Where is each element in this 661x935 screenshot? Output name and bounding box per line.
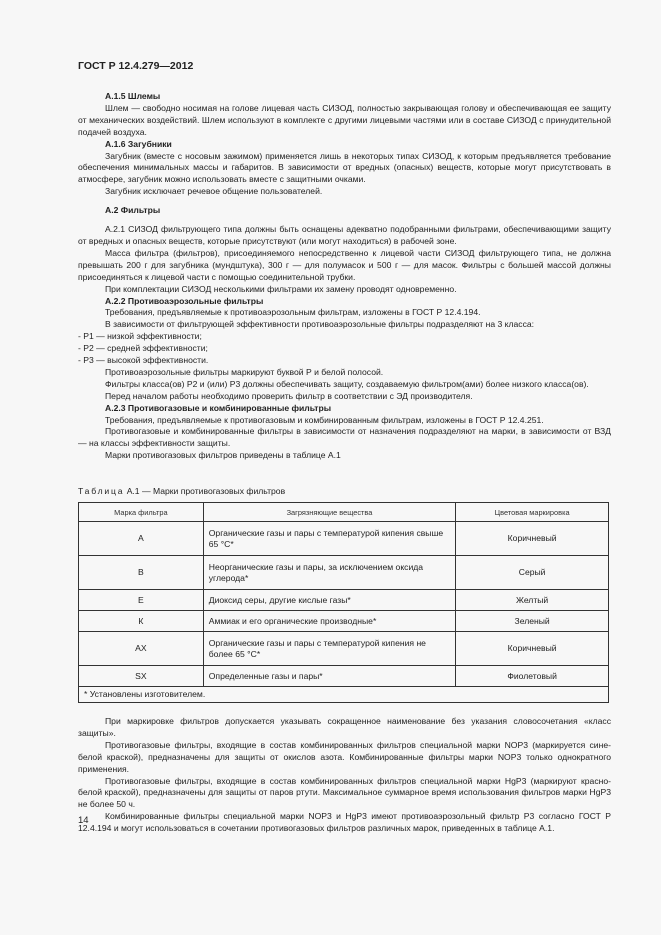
- main-text: [78, 91, 611, 462]
- contaminant-cell: Органические газы и пары с температурой кипения не более 65 °C*: [203, 632, 455, 666]
- table-row: [79, 590, 609, 611]
- table-caption: [78, 486, 285, 496]
- paragraph: А.2.1 СИЗОД фильтрующего типа должны быть оснащены адекватно подобранными фильтрами, обеспечивающими защиту от вредных и опасных веществ, которые присутствуют (или могут находиться) в рабочей зоне.: [78, 224, 611, 246]
- color-cell: Серый: [456, 556, 609, 590]
- contaminant-cell: Неорганические газы и пары, за исключением оксида углерода*: [203, 556, 455, 590]
- table-header-row: [79, 503, 609, 522]
- contaminant-cell: Определенные газы и пары*: [203, 666, 455, 687]
- color-cell: Коричневый: [456, 522, 609, 556]
- page-number: 14: [78, 815, 89, 826]
- filter-mark-cell: А: [79, 522, 204, 556]
- post-table-text: [78, 716, 611, 835]
- color-cell: Фиолетовый: [456, 666, 609, 687]
- color-cell: Желтый: [456, 590, 609, 611]
- table-footnote: * Установлены изготовителем.: [79, 687, 609, 703]
- list-item: - Р3 — высокой эффективности.: [78, 355, 209, 366]
- paragraph: Противогазовые фильтры, входящие в состав комбинированных фильтров специальной марки HgP3 (маркируют красно-белой краской), предназначены для защиты от паров ртути. Максимальное суммарное время использования фильтров марки HgP3 не более 50 ч.: [78, 775, 611, 810]
- paragraph: При комплектации СИЗОД несколькими фильтрами их замену проводят одновременно.: [105, 283, 457, 294]
- paragraph: Загубник (вместе с носовым зажимом) применяется лишь в некоторых типах СИЗОД, к которым предъявляется требование обеспечения минимальных массы и габаритов. В зависимости от вредных (опасных) веществ, которые могут присутствовать в атмосфере, загубник можно использовать вместе с защитными очками.: [78, 150, 611, 185]
- paragraph: Шлем — свободно носимая на голове лицевая часть СИЗОД, полностью закрывающая голову и обеспечивающая ее защиту от механических воздействий. Шлем используют в комплекте с другими лицевыми частями или в составе СИЗОД с принудительной подачей воздуха.: [78, 102, 611, 137]
- paragraph: Марки противогазовых фильтров приведены в таблице А.1: [105, 450, 341, 461]
- contaminant-cell: Органические газы и пары с температурой кипения свыше 65 °C*: [203, 522, 455, 556]
- paragraph: Комбинированные фильтры специальной марки NOP3 и HgP3 имеют противоаэрозольный фильтр Р3 согласно ГОСТ Р 12.4.194 и могут использоваться в сочетании противогазовых фильтров различных марок, приведенных в таблице А.1.: [78, 811, 611, 834]
- filter-mark-cell: АХ: [79, 632, 204, 666]
- table-row: [79, 611, 609, 632]
- table-row: [79, 666, 609, 687]
- table-caption-prefix: Таблица: [78, 486, 125, 496]
- table-footnote-row: [79, 687, 609, 703]
- contaminant-cell: Диоксид серы, другие кислые газы*: [203, 590, 455, 611]
- paragraph: Противоаэрозольные фильтры маркируют буквой Р и белой полосой.: [105, 366, 384, 377]
- section-heading: А.2 Фильтры: [105, 205, 161, 216]
- paragraph: При маркировке фильтров допускается указывать сокращенное наименование без указания словосочетания «класс защиты».: [78, 716, 611, 738]
- table-caption-text: А.1 — Марки противогазовых фильтров: [126, 486, 286, 496]
- paragraph: Требования, предъявляемые к противогазовым и комбинированным фильтрам, изложены в ГОСТ Р 12.4.251.: [105, 414, 544, 425]
- section-heading: А.1.5 Шлемы: [105, 91, 161, 101]
- section-heading: А.1.6 Загубники: [105, 138, 172, 149]
- column-header: Цветовая маркировка: [456, 503, 609, 522]
- filter-mark-cell: В: [79, 556, 204, 590]
- paragraph: В зависимости от фильтрующей эффективности противоаэрозольные фильтры подразделяют на 3 класса:: [105, 319, 535, 330]
- table-row: [79, 632, 609, 666]
- filter-marks-table: [78, 502, 609, 703]
- filter-mark-cell: SX: [79, 666, 204, 687]
- color-cell: Зеленый: [456, 611, 609, 632]
- document-id: ГОСТ Р 12.4.279—2012: [78, 60, 194, 72]
- column-header: Марка фильтра: [79, 503, 204, 522]
- column-header: Загрязняющие вещества: [203, 503, 455, 522]
- color-cell: Коричневый: [456, 632, 609, 666]
- paragraph: Масса фильтра (фильтров), присоединяемого непосредственно к лицевой части СИЗОД фильтрующего типа, не должна превышать 200 г для загубника (мундштука), 300 г — для полумасок и 500 г — для масок. Фильтры с большей массой должны присоединяться к лицевой части с помощью соединительной трубки.: [78, 247, 611, 282]
- list-item: - Р1 — низкой эффективности;: [78, 331, 202, 342]
- section-heading: А.2.3 Противогазовые и комбинированные фильтры: [105, 402, 332, 413]
- paragraph: Перед началом работы необходимо проверить фильтр в соответствии с ЭД производителя.: [105, 390, 473, 401]
- section-heading: А.2.2 Противоаэрозольные фильтры: [105, 295, 264, 306]
- paragraph: Загубник исключает речевое общение пользователей.: [105, 186, 323, 197]
- paragraph: Противогазовые и комбинированные фильтры в зависимости от назначения подразделяют на марки, в зависимости от ВЗД — на классы эффективности защиты.: [78, 426, 611, 449]
- paragraph: Противогазовые фильтры, входящие в состав комбинированных фильтров специальной марки NOP3 (маркируется сине-белой краской), предназначены для защиты от окислов азота. Комбинированные фильтры марки NOP3 только однократного применения.: [78, 739, 611, 774]
- contaminant-cell: Аммиак и его органические производные*: [203, 611, 455, 632]
- list-item: - Р2 — средней эффективности;: [78, 343, 208, 354]
- filter-mark-cell: К: [79, 611, 204, 632]
- paragraph: Требования, предъявляемые к противоаэрозольным фильтрам, изложены в ГОСТ Р 12.4.194.: [105, 307, 481, 318]
- table-row: [79, 556, 609, 590]
- filter-mark-cell: Е: [79, 590, 204, 611]
- paragraph: Фильтры класса(ов) Р2 и (или) Р3 должны обеспечивать защиту, создаваемую фильтром(ами) более низкого класса(ов).: [105, 378, 589, 389]
- table-row: [79, 522, 609, 556]
